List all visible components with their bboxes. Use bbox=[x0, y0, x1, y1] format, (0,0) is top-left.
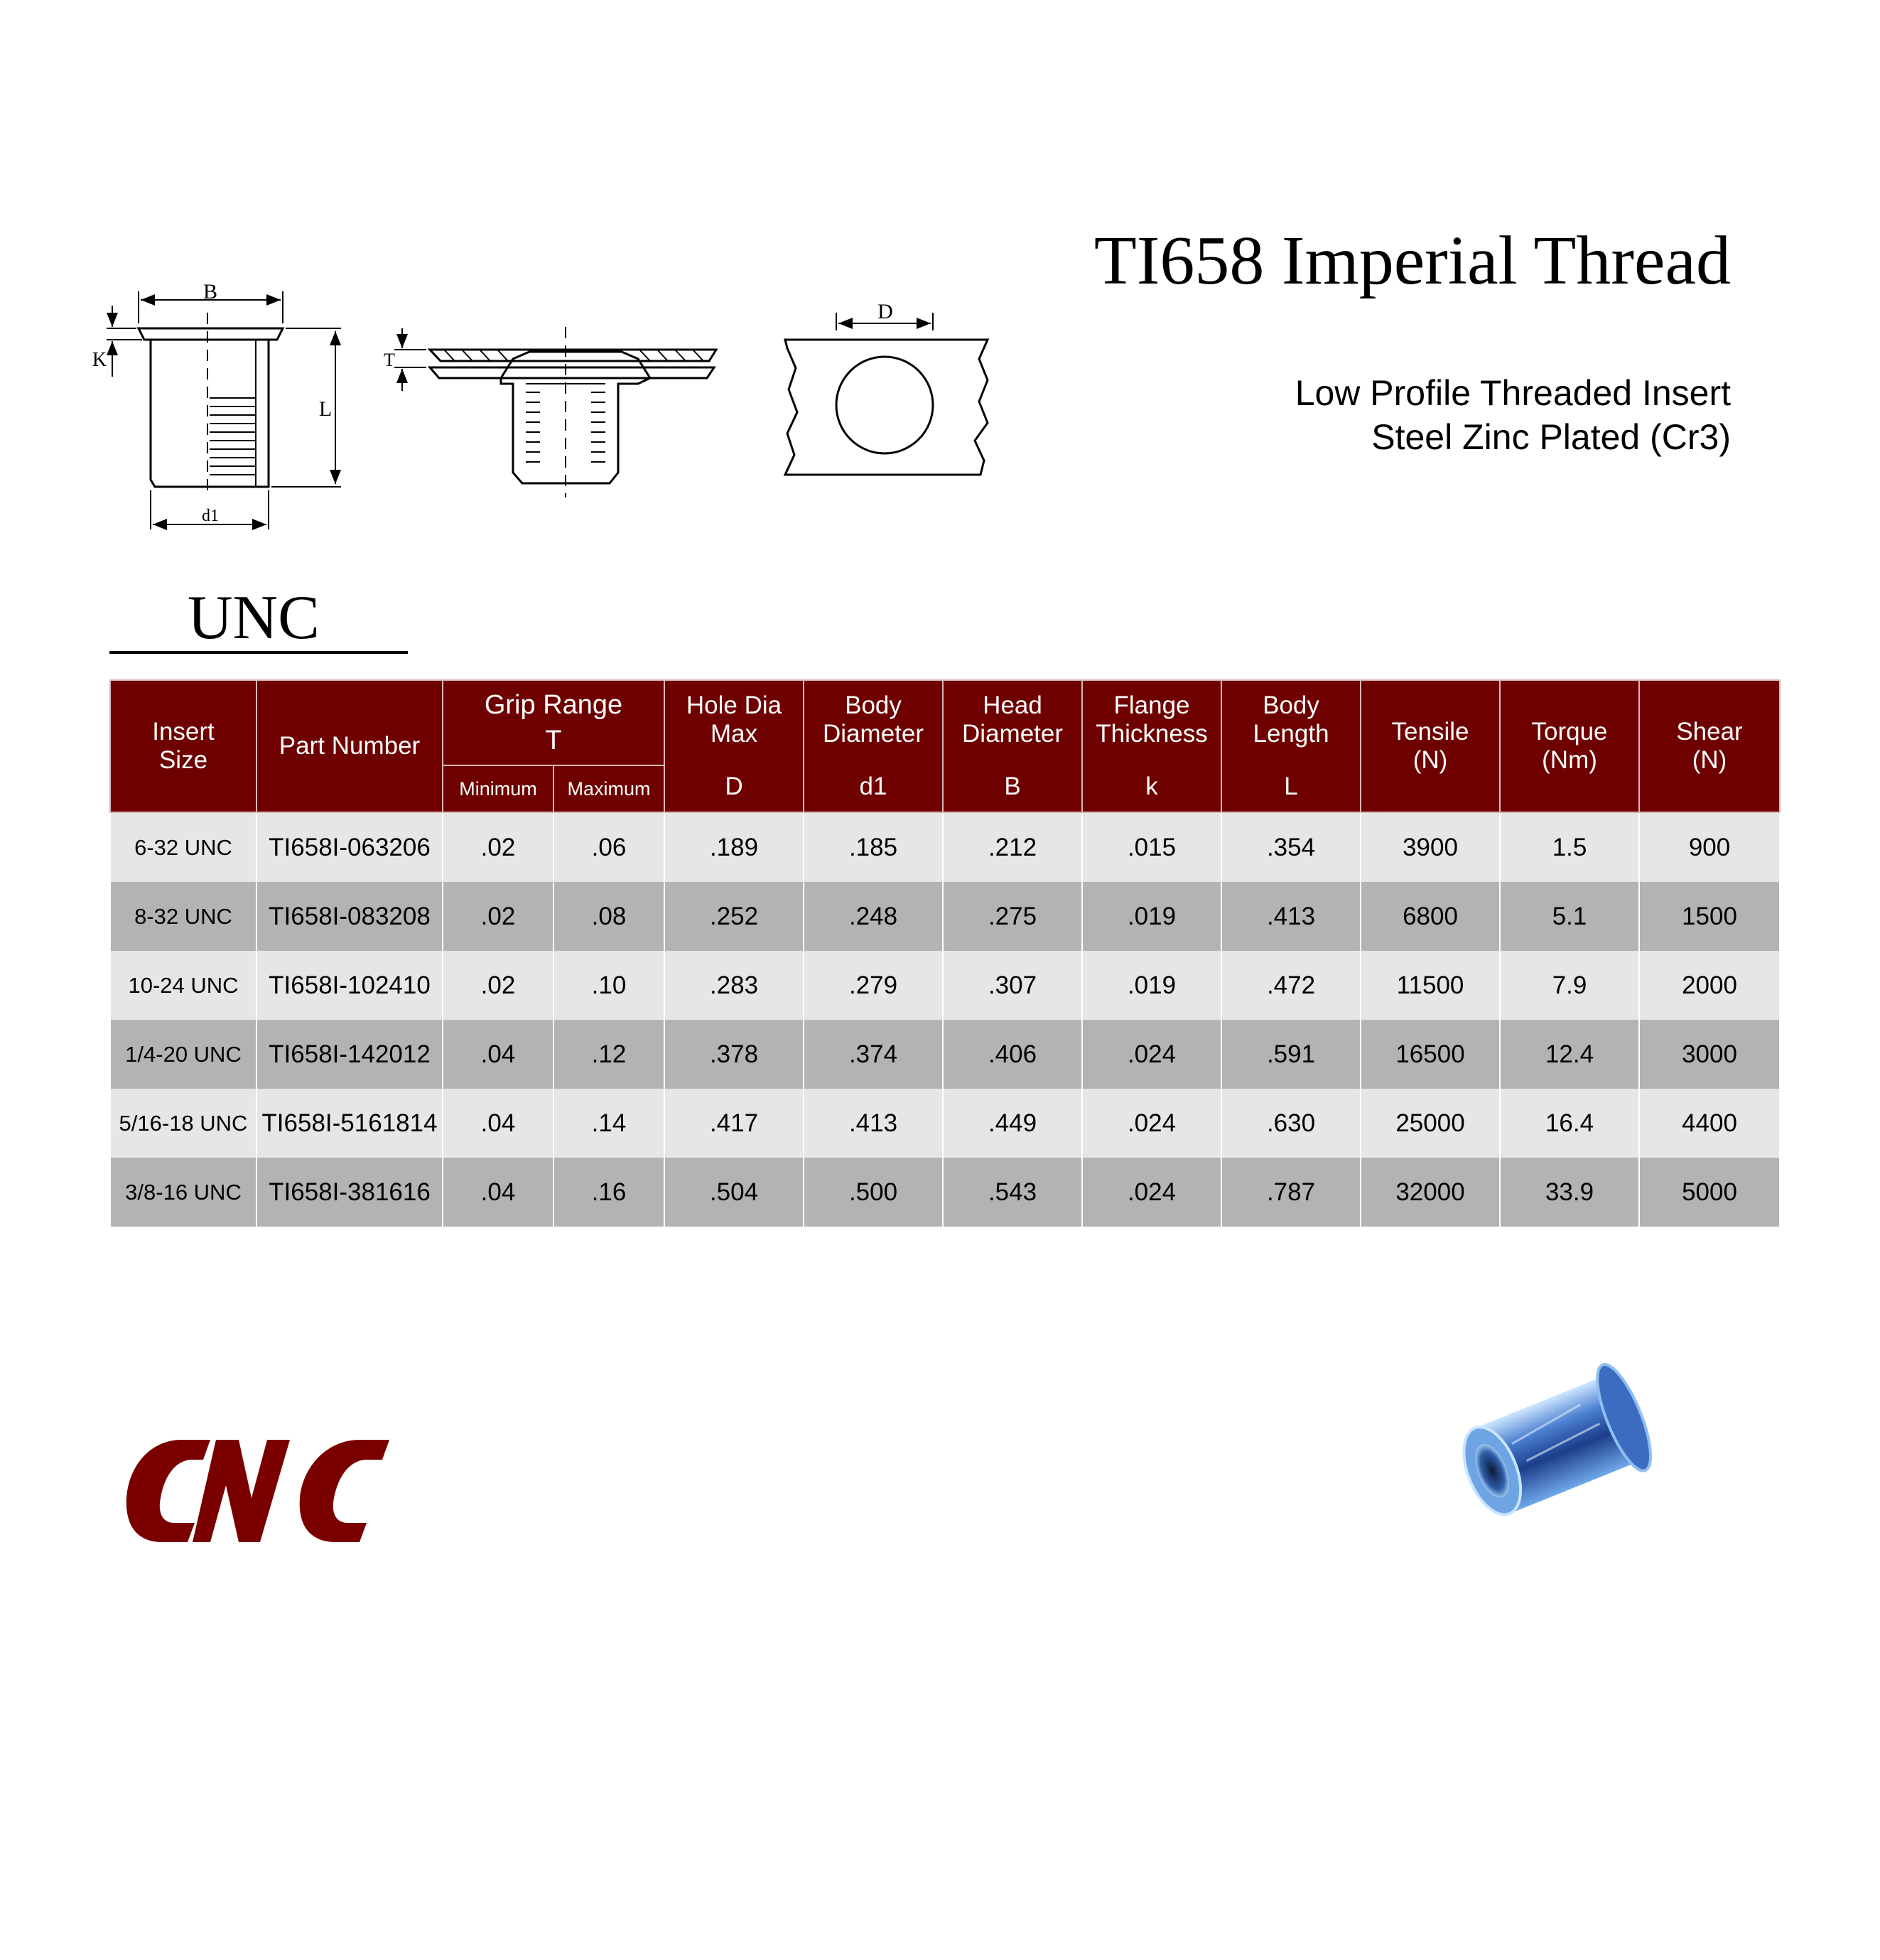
page-subtitle bbox=[1295, 371, 1731, 459]
section-title-unc bbox=[109, 583, 408, 654]
cell-tensile: 32000 bbox=[1361, 1158, 1500, 1227]
cell-grip-min: .04 bbox=[443, 1020, 553, 1089]
cell-body-length: .591 bbox=[1221, 1020, 1361, 1089]
cell-body-diameter: .185 bbox=[804, 812, 943, 882]
cell-insert-size: 3/8-16 UNC bbox=[110, 1158, 256, 1227]
table-row bbox=[110, 951, 1780, 1020]
cell-head-diameter: .307 bbox=[943, 951, 1082, 1020]
installed-insert-drawing bbox=[394, 327, 716, 497]
table-body bbox=[110, 812, 1780, 1227]
cell-body-length: .472 bbox=[1221, 951, 1361, 1020]
cell-flange-thickness: .015 bbox=[1082, 812, 1221, 882]
table-row bbox=[110, 812, 1780, 882]
cell-grip-max: .14 bbox=[553, 1089, 664, 1158]
cell-insert-size: 6-32 UNC bbox=[110, 812, 256, 882]
cell-grip-max: .10 bbox=[553, 951, 664, 1020]
cell-grip-min: .02 bbox=[443, 951, 553, 1020]
cell-shear: 900 bbox=[1639, 812, 1780, 882]
cell-insert-size: 5/16-18 UNC bbox=[110, 1089, 256, 1158]
header-body-length: Body Length L bbox=[1221, 680, 1361, 812]
cell-shear: 1500 bbox=[1639, 882, 1780, 951]
header-flange-thickness: Flange Thickness k bbox=[1082, 680, 1221, 812]
cell-tensile: 25000 bbox=[1361, 1089, 1500, 1158]
cell-hole-dia: .283 bbox=[664, 951, 804, 1020]
cell-hole-dia: .417 bbox=[664, 1089, 804, 1158]
cell-body-length: .413 bbox=[1221, 882, 1361, 951]
header-hole-dia: Hole Dia Max D bbox=[664, 680, 804, 812]
panel-hole-drawing bbox=[785, 313, 988, 475]
cell-shear: 2000 bbox=[1639, 951, 1780, 1020]
dim-label-t: T bbox=[384, 350, 395, 370]
cell-part-number: TI658I-102410 bbox=[256, 951, 443, 1020]
spec-table bbox=[109, 679, 1781, 1227]
cell-hole-dia: .252 bbox=[664, 882, 804, 951]
cell-body-length: .630 bbox=[1221, 1089, 1361, 1158]
cell-part-number: TI658I-142012 bbox=[256, 1020, 443, 1089]
header-body-diameter: Body Diameter d1 bbox=[804, 680, 943, 812]
cell-body-diameter: .374 bbox=[804, 1020, 943, 1089]
table-header-row-1 bbox=[110, 680, 1780, 765]
cell-torque: 1.5 bbox=[1500, 812, 1639, 882]
cell-grip-min: .02 bbox=[443, 812, 553, 882]
table-row bbox=[110, 1089, 1780, 1158]
dim-label-d1: d1 bbox=[202, 507, 219, 525]
cell-flange-thickness: .024 bbox=[1082, 1020, 1221, 1089]
cell-torque: 5.1 bbox=[1500, 882, 1639, 951]
cell-grip-min: .04 bbox=[443, 1089, 553, 1158]
cell-tensile: 11500 bbox=[1361, 951, 1500, 1020]
table-row bbox=[110, 882, 1780, 951]
header-insert-size: Insert Size bbox=[110, 680, 256, 812]
cell-body-length: .787 bbox=[1221, 1158, 1361, 1227]
cell-insert-size: 8-32 UNC bbox=[110, 882, 256, 951]
header-torque: Torque (Nm) bbox=[1500, 680, 1639, 812]
subtitle-line-2: Steel Zinc Plated (Cr3) bbox=[1371, 417, 1731, 457]
technical-drawings bbox=[0, 0, 1009, 540]
cell-flange-thickness: .019 bbox=[1082, 951, 1221, 1020]
cell-flange-thickness: .019 bbox=[1082, 882, 1221, 951]
header-part-number: Part Number bbox=[256, 680, 443, 812]
cnc-logo bbox=[125, 1434, 395, 1548]
cell-body-diameter: .413 bbox=[804, 1089, 943, 1158]
cell-hole-dia: .378 bbox=[664, 1020, 804, 1089]
cell-body-diameter: .279 bbox=[804, 951, 943, 1020]
dim-label-k: K bbox=[92, 349, 107, 371]
header-tensile: Tensile (N) bbox=[1361, 680, 1500, 812]
cell-hole-dia: .504 bbox=[664, 1158, 804, 1227]
cell-grip-max: .06 bbox=[553, 812, 664, 882]
cell-part-number: TI658I-063206 bbox=[256, 812, 443, 882]
cell-insert-size: 1/4-20 UNC bbox=[110, 1020, 256, 1089]
cell-head-diameter: .449 bbox=[943, 1089, 1082, 1158]
dim-label-d: D bbox=[877, 300, 893, 323]
header-grip-max: Maximum bbox=[553, 765, 664, 812]
table-row bbox=[110, 1020, 1780, 1089]
dim-label-b: B bbox=[202, 280, 218, 303]
cell-grip-min: .02 bbox=[443, 882, 553, 951]
header-grip-min: Minimum bbox=[443, 765, 553, 812]
cell-head-diameter: .275 bbox=[943, 882, 1082, 951]
cell-part-number: TI658I-381616 bbox=[256, 1158, 443, 1227]
cell-shear: 3000 bbox=[1639, 1020, 1780, 1089]
cell-grip-max: .12 bbox=[553, 1020, 664, 1089]
cell-torque: 12.4 bbox=[1500, 1020, 1639, 1089]
header-head-diameter: Head Diameter B bbox=[943, 680, 1082, 812]
cell-body-length: .354 bbox=[1221, 812, 1361, 882]
cell-flange-thickness: .024 bbox=[1082, 1158, 1221, 1227]
cell-grip-max: .16 bbox=[553, 1158, 664, 1227]
cell-part-number: TI658I-083208 bbox=[256, 882, 443, 951]
cell-torque: 33.9 bbox=[1500, 1158, 1639, 1227]
cell-torque: 16.4 bbox=[1500, 1089, 1639, 1158]
cell-head-diameter: .543 bbox=[943, 1158, 1082, 1227]
section-title-text: UNC bbox=[188, 583, 320, 652]
rivet-nut-product-image bbox=[1449, 1323, 1684, 1551]
cell-tensile: 6800 bbox=[1361, 882, 1500, 951]
cell-head-diameter: .406 bbox=[943, 1020, 1082, 1089]
cell-part-number: TI658I-5161814 bbox=[256, 1089, 443, 1158]
header-shear: Shear (N) bbox=[1639, 680, 1780, 812]
page-title: TI658 Imperial Thread bbox=[1093, 222, 1731, 299]
cell-torque: 7.9 bbox=[1500, 951, 1639, 1020]
cell-grip-max: .08 bbox=[553, 882, 664, 951]
cell-shear: 5000 bbox=[1639, 1158, 1780, 1227]
cell-grip-min: .04 bbox=[443, 1158, 553, 1227]
cell-hole-dia: .189 bbox=[664, 812, 804, 882]
cell-tensile: 16500 bbox=[1361, 1020, 1500, 1089]
cell-head-diameter: .212 bbox=[943, 812, 1082, 882]
cell-tensile: 3900 bbox=[1361, 812, 1500, 882]
cell-flange-thickness: .024 bbox=[1082, 1089, 1221, 1158]
subtitle-line-1: Low Profile Threaded Insert bbox=[1295, 373, 1731, 413]
cell-body-diameter: .500 bbox=[804, 1158, 943, 1227]
cell-body-diameter: .248 bbox=[804, 882, 943, 951]
table-row bbox=[110, 1158, 1780, 1227]
header-grip-range: Grip Range T bbox=[443, 680, 664, 765]
cell-shear: 4400 bbox=[1639, 1089, 1780, 1158]
rivet-nut-section-drawing bbox=[107, 291, 341, 529]
dim-label-l: L bbox=[318, 397, 333, 421]
cell-insert-size: 10-24 UNC bbox=[110, 951, 256, 1020]
